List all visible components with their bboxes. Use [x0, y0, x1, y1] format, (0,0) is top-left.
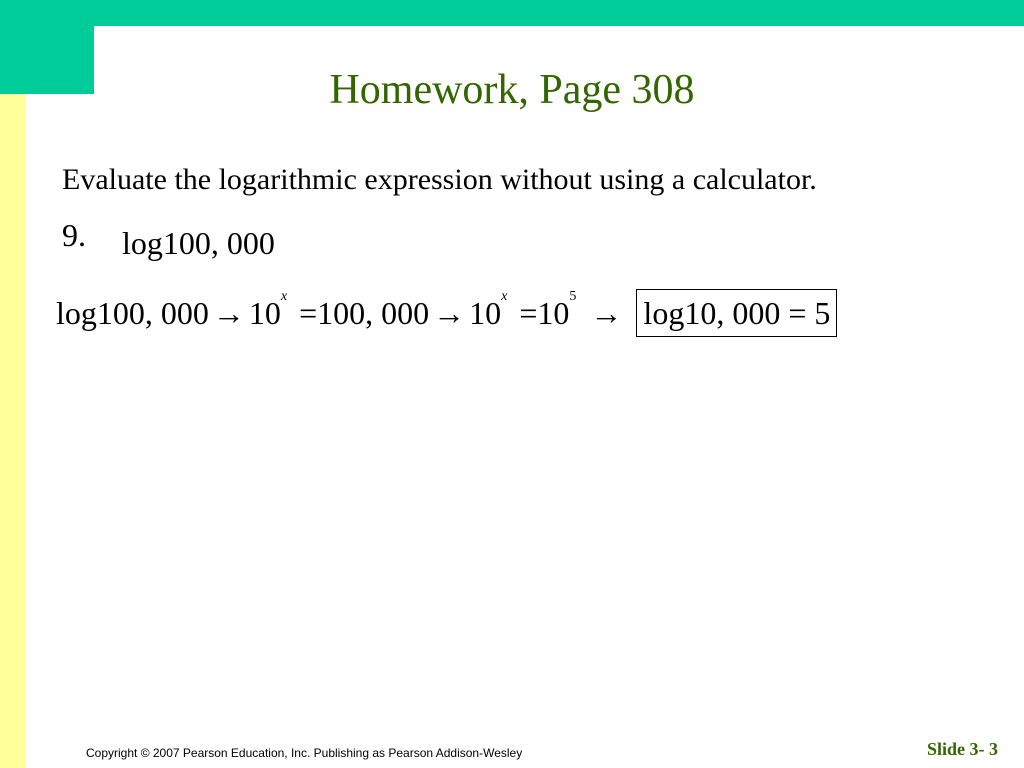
power-exponent: 5	[569, 288, 577, 304]
solution-part-2	[248, 288, 288, 332]
solution-part-5	[519, 288, 577, 332]
left-accent-bar	[0, 0, 26, 768]
solution-part-4	[469, 288, 508, 332]
copyright-footer: Copyright © 2007 Pearson Education, Inc. Publishing as Pearson Addison-Wesley	[86, 746, 523, 760]
arrow-icon: →	[212, 294, 245, 331]
power-base: 10	[469, 294, 502, 331]
arrow-icon: →	[590, 294, 623, 331]
power-exponent: x	[280, 288, 288, 304]
power-base: =10	[519, 294, 570, 331]
solution-part-1: log100, 000	[56, 294, 209, 331]
slide-number: Slide 3- 3	[926, 739, 998, 759]
power-exponent: x	[501, 288, 508, 304]
instruction-text: Evaluate the logarithmic expression without using a calculator.	[62, 163, 817, 196]
solution-part-3: =100, 000	[299, 294, 430, 331]
problem-expression: log100, 000	[122, 225, 275, 261]
top-accent-bar	[0, 0, 1024, 26]
slide-title: Homework, Page 308	[329, 67, 695, 113]
arrow-icon: →	[433, 294, 466, 331]
power-base: 10	[248, 294, 281, 331]
problem-number: 9.	[62, 217, 86, 253]
answer-box: log10, 000 = 5	[636, 289, 837, 337]
solution-line	[56, 289, 837, 337]
